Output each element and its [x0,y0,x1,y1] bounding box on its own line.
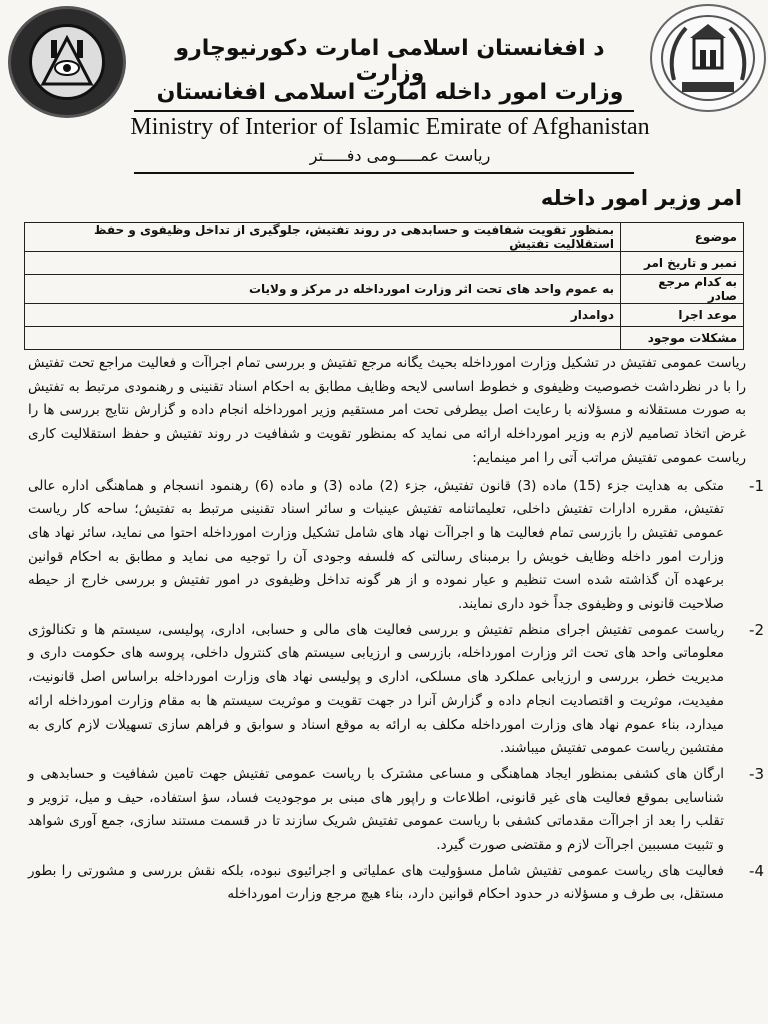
header-english-line: Ministry of Interior of Islamic Emirate of Afghanistan [130,114,650,140]
emirate-emblem-right [650,4,766,112]
header-pashto-line: د افغانستان اسلامی امارت دکورنیوچارو وزارت [175,36,605,86]
item-number: 2- [749,620,764,639]
item-number: 4- [749,861,764,880]
header-divider [134,110,634,112]
eye-emblem-icon [29,24,105,100]
header-dari-line: وزارت امور داخله امارت اسلامی افغانستان [156,80,624,105]
order-item [28,619,764,761]
order-item [28,860,764,907]
meta-value: دوامدار [25,304,621,327]
meta-label: نمبر و تاریخ امر [621,252,744,275]
meta-label: موعد اجرا [621,304,744,327]
meta-value: بمنظور تقویت شفافیت و حسابدهی در روند تفتیش، جلوگیری از تداخل وظیفوی و حفظ استقلالیت تفتیش [25,223,621,252]
meta-value [25,252,621,275]
header-divider-bottom [134,172,634,174]
item-text: متکی به هدایت جزء (15) ماده (3) قانون تفتیش، جزء (2) ماده (3) و ماده (6) رهنمود انسجام و هماهنگی اداره عالی تفتیش، مقرره ادارات تفتیش داخلی، تعلیماتنامه تفتیش عینیات و سائر اسناد تقنینی مرتبط به تفتیش؛ ساحه کار ریاست عمومی تفتیش را بازرسی تمام فعالیت ها و اجراآت نهاد های شامل تشکیل وزارت امورداخله احتوا می نماید، سائر نهاد های وزارت امور داخله وظایف خویش را برمبنای رسالتی که فلسفه وجودی آن را توجیه می نماید و مطابق به احکام قوانین برعهده آن گذاشته شده است تنظیم و عیار نموده و از هر گونه تداخل وظیفوی در امور تفتیش و بررسی خارج از حیطه صلاحیت قانونی و وظیفوی جداً خود داری نمایند. [28,477,724,613]
document-body [28,352,764,907]
meta-label: موضوع [621,223,744,252]
document-title: امر وزیر امور داخله [540,186,742,210]
meta-row [25,252,744,275]
item-text: ریاست عمومی تفتیش اجرای منظم تفتیش و بررسی فعالیت های مالی و حسابی، اداری، پولیسی، سیستم ها و تکنالوژی معلوماتی واحد های تحت اثر وزارت امورداخله، بازرسی و ارزیابی سیستم های کنترول داخلی، پروسه های حکومت داری و مدیریت خطر، بررسی و ارزیابی عملکرد های مسلکی، اداری و پولیسی نهاد های وزارت امورداخله براساس اصل قانونیت، مفیدیت، موثریت و اقتصادیت انجام داده و گزارش آنرا در جهت تقویت و موثریت سیستم ها به مقام وزارت امورداخله ارائه میدارد، بناء عموم نهاد های وزارت امورداخله مکلف به ارائه به موقع اسناد و سوابق و فراهم سازی تسهیلات لازم کاری به مفتشین ریاست عمومی تفتیش میباشند. [28,621,724,757]
item-number: 1- [749,476,764,495]
meta-value [25,327,621,350]
emirate-emblem-icon [656,10,760,106]
order-item [28,475,764,617]
item-number: 3- [749,764,764,783]
order-item [28,763,764,858]
meta-row [25,223,744,252]
meta-value: به عموم واحد های تحت اثر وزارت امورداخله در مرکز و ولایات [25,275,621,304]
meta-row [25,304,744,327]
meta-label: به کدام مرجع صادر [621,275,744,304]
order-meta-table [24,222,744,350]
meta-row [25,327,744,350]
item-text: فعالیت های ریاست عمومی تفتیش شامل مسؤولیت های عملیاتی و اجرائیوی نبوده، بلکه نقش بررسی و مشورتی را بطور مستقل، بی طرف و مسؤلانه در حدود احکام قوانین دارد، بناء هیچ مرجع وزارت امورداخله [28,862,724,903]
intro-paragraph: ریاست عمومی تفتیش در تشکیل وزارت امورداخله بحیث یگانه مرجع تفتیش و بررسی تمام اجراآت و فعالیت مراجع تحت تفتیش را با در نظرداشت خصوصیت وظیفوی و خطوط اساسی لایحه وظایف مطابق به احکام اسناد تقنینی و رهنمودی مرتبط به تفتیش به صورت مستقلانه و مسؤلانه با رعایت اصل بیطرفی تحت امر مستقیم وزیر امورداخله انجام داده و گزارش نتایج بررسی ها را غرض اتخاذ تصامیم لازم به وزیر امورداخله ارائه می نماید که بمنظور تقویت و شفافیت در روند تفتیش و حفظ استقلالیت کاری ریاست عمومی تفتیش مراتب آتی را امر مینمایم: [28,355,746,466]
meta-label: مشکلات موجود [621,327,744,350]
header-office-line: ریاست عمـــــومی دفـــــتر [309,146,491,165]
meta-row [25,275,744,304]
item-text: ارگان های کشفی بمنظور ایجاد هماهنگی و مساعی مشترک با ریاست عمومی تفتیش جهت تامین شفافیت و حسابدهی و شناسایی بموقع فعالیت های غیر قانونی، اطلاعات و راپور های مبنی بر موجودیت فساد، سؤ استفاده، حیف و میل، تزویر و تقلب را بعد از اجراآت مقدماتی کشفی با ریاست عمومی تفتیش شریک سازند تا در قسمت مستند سازی، جمع آوری شواهد و تثبیت مسببین اجراآت لازم و مقتضی صورت گیرد. [28,765,724,854]
emblem-seal-left [8,6,126,118]
